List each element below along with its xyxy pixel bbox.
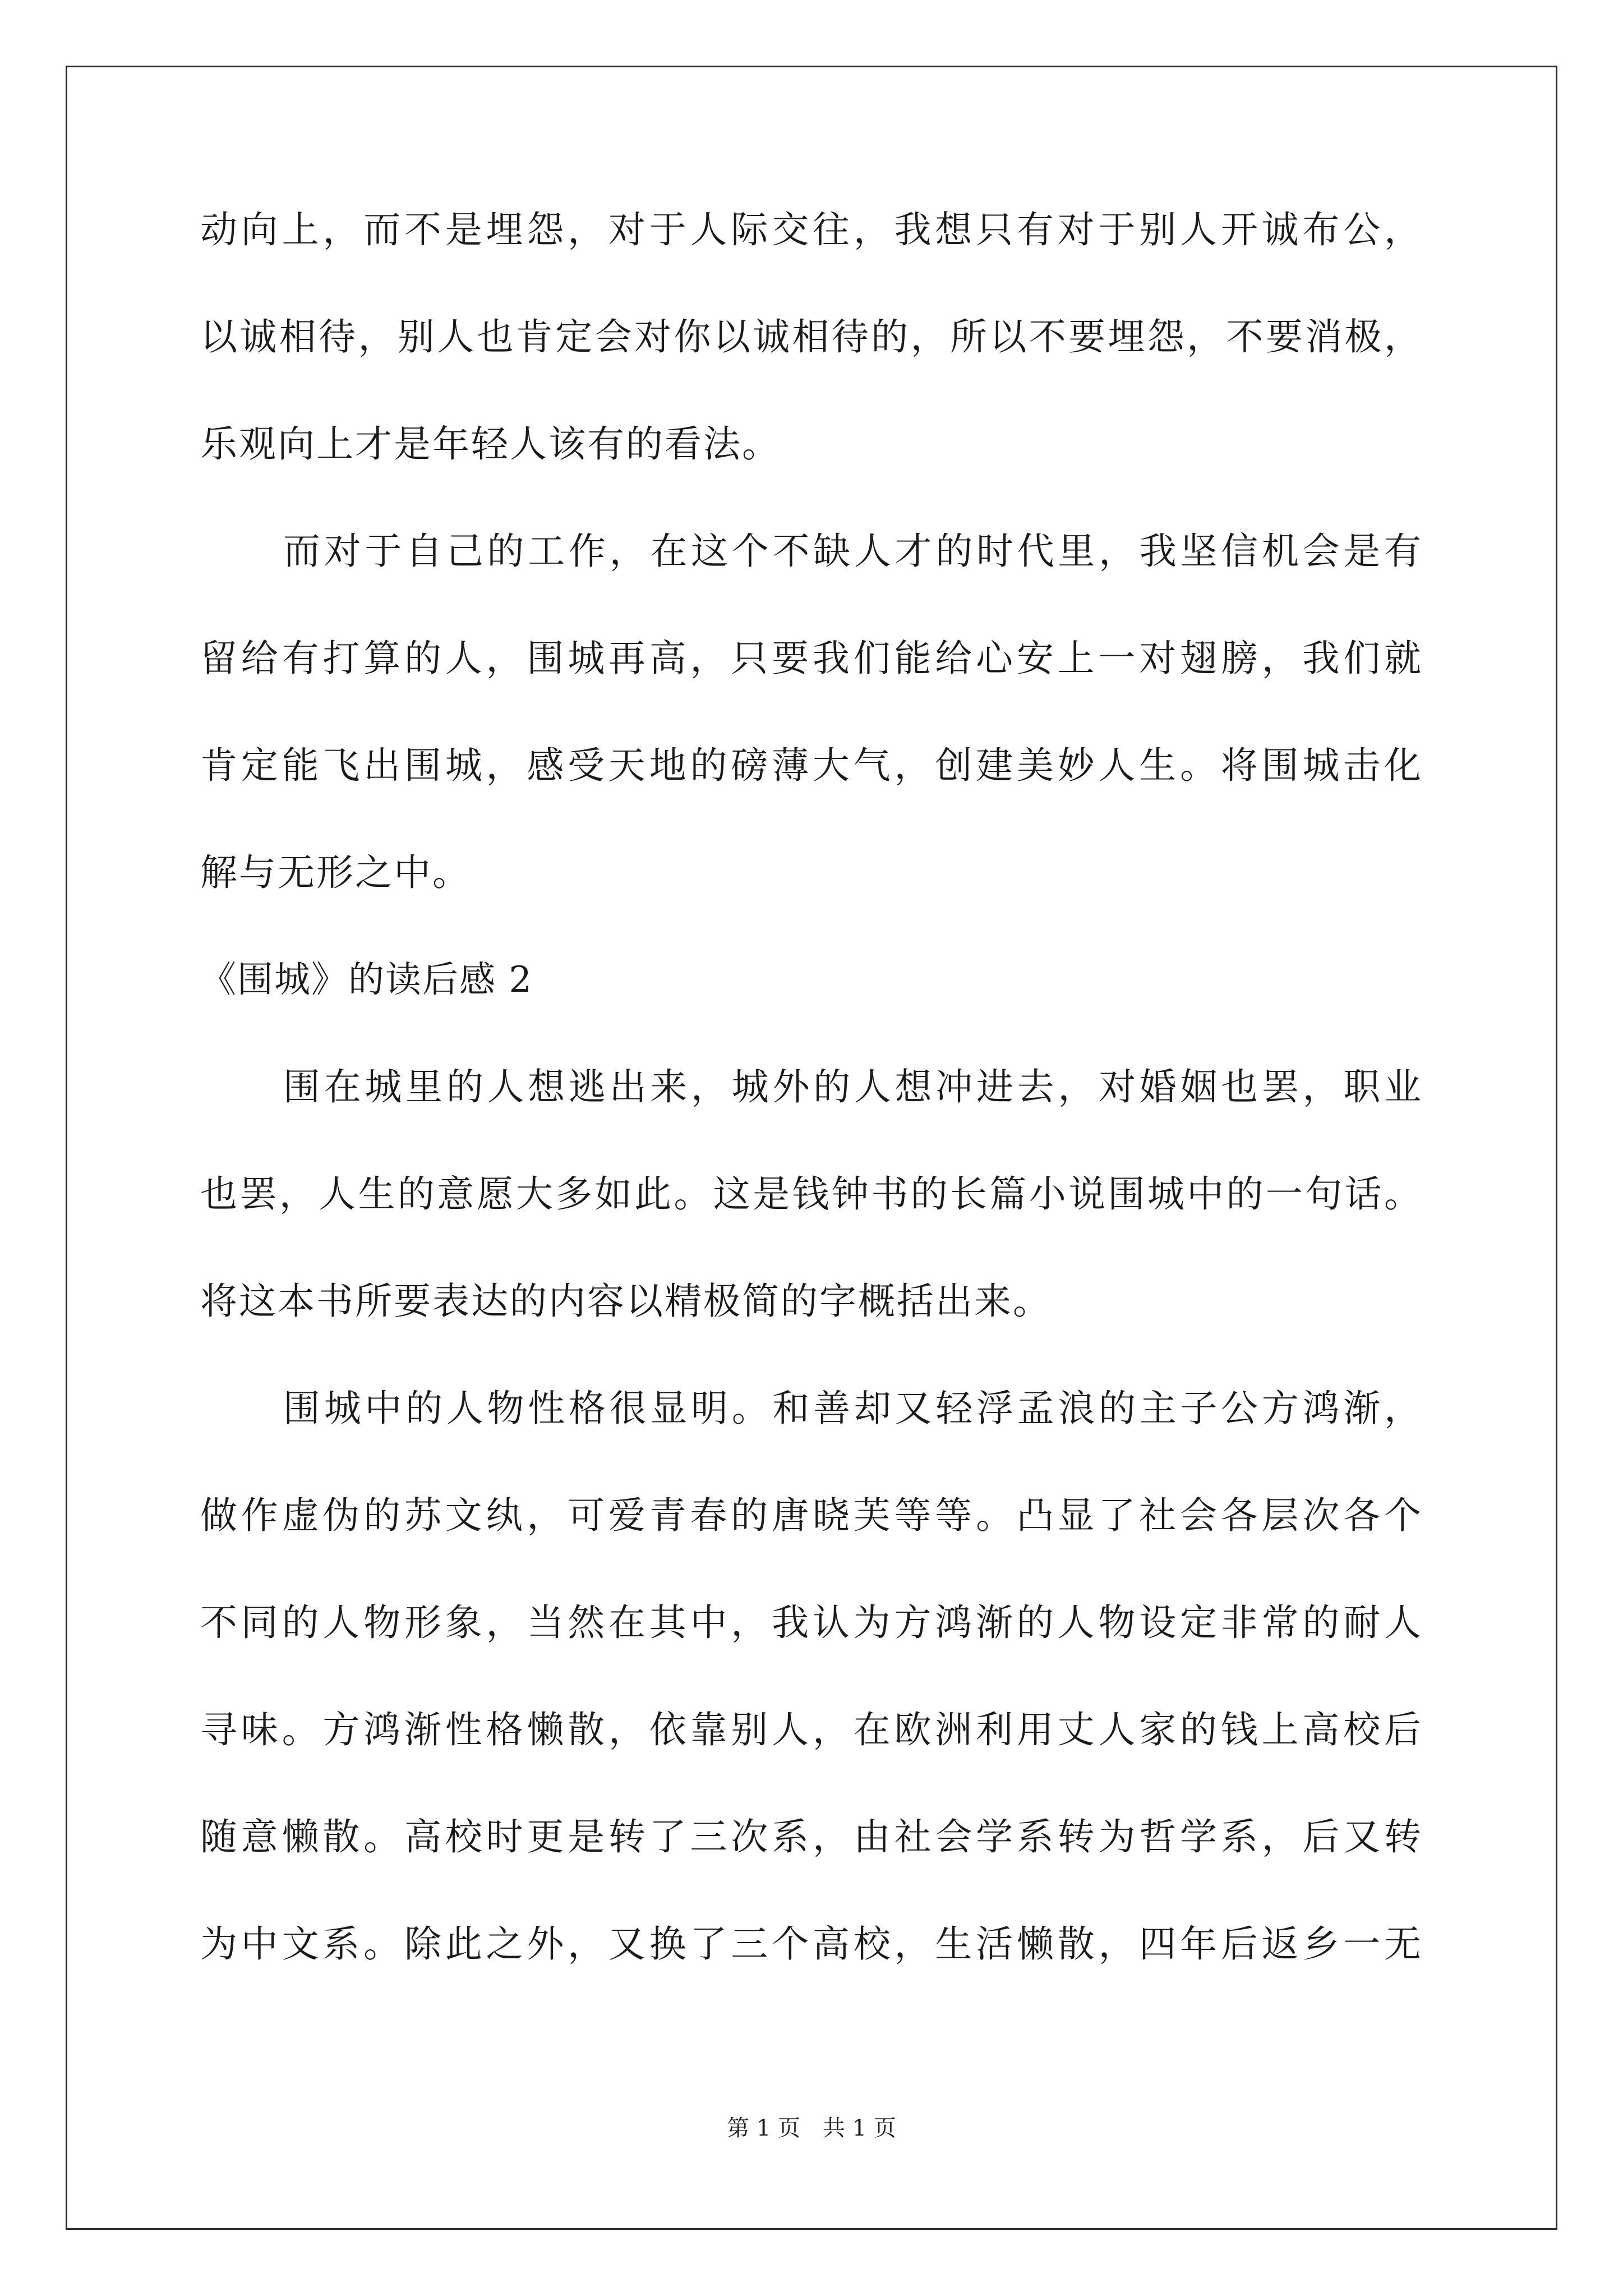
paragraph-line: 将这本书所要表达的内容以精极简的字概括出来。 — [200, 1280, 1052, 1323]
section-heading: 《围城》的读后感 2 — [200, 959, 533, 1001]
page-footer — [0, 2115, 1623, 2142]
page-number: 第 1 页 — [727, 2115, 800, 2141]
page-total: 共 1 页 — [823, 2115, 896, 2141]
paragraph-line: 而对于自己的工作，在这个不缺人才的时代里，我坚信机会是有 — [283, 530, 1423, 573]
paragraph-line: 肯定能飞出围城，感受天地的磅薄大气，创建美妙人生。将围城击化 — [200, 744, 1423, 787]
paragraph-line: 寻味。方鸿渐性格懒散，依靠别人，在欧洲利用丈人家的钱上高校后 — [200, 1708, 1423, 1751]
paragraph-line: 动向上，而不是埋怨，对于人际交往，我想只有对于别人开诚布公， — [200, 208, 1423, 251]
paragraph-line: 做作虚伪的苏文纨，可爱青春的唐晓芙等等。凸显了社会各层次各个 — [200, 1494, 1423, 1537]
paragraph-line: 乐观向上才是年轻人该有的看法。 — [200, 422, 781, 466]
paragraph-line: 留给有打算的人，围城再高，只要我们能给心安上一对翅膀，我们就 — [200, 637, 1423, 680]
paragraph-line: 以诚相待，别人也肯定会对你以诚相待的，所以不要埋怨，不要消极， — [200, 315, 1423, 358]
document-body — [200, 208, 1423, 2029]
paragraph-line: 解与无形之中。 — [200, 851, 471, 894]
paragraph-line: 为中文系。除此之外，又换了三个高校，生活懒散，四年后返乡一无 — [200, 1922, 1423, 1966]
paragraph-line: 围在城里的人想逃出来，城外的人想冲进去，对婚姻也罢，职业 — [283, 1065, 1423, 1108]
paragraph-line: 随意懒散。高校时更是转了三次系，由社会学系转为哲学系，后又转 — [200, 1815, 1423, 1858]
paragraph-line: 不同的人物形象，当然在其中，我认为方鸿渐的人物设定非常的耐人 — [200, 1601, 1423, 1644]
paragraph-line: 围城中的人物性格很显明。和善却又轻浮孟浪的主子公方鸿渐， — [283, 1387, 1423, 1430]
paragraph-line: 也罢，人生的意愿大多如此。这是钱钟书的长篇小说围城中的一句话。 — [200, 1172, 1423, 1216]
